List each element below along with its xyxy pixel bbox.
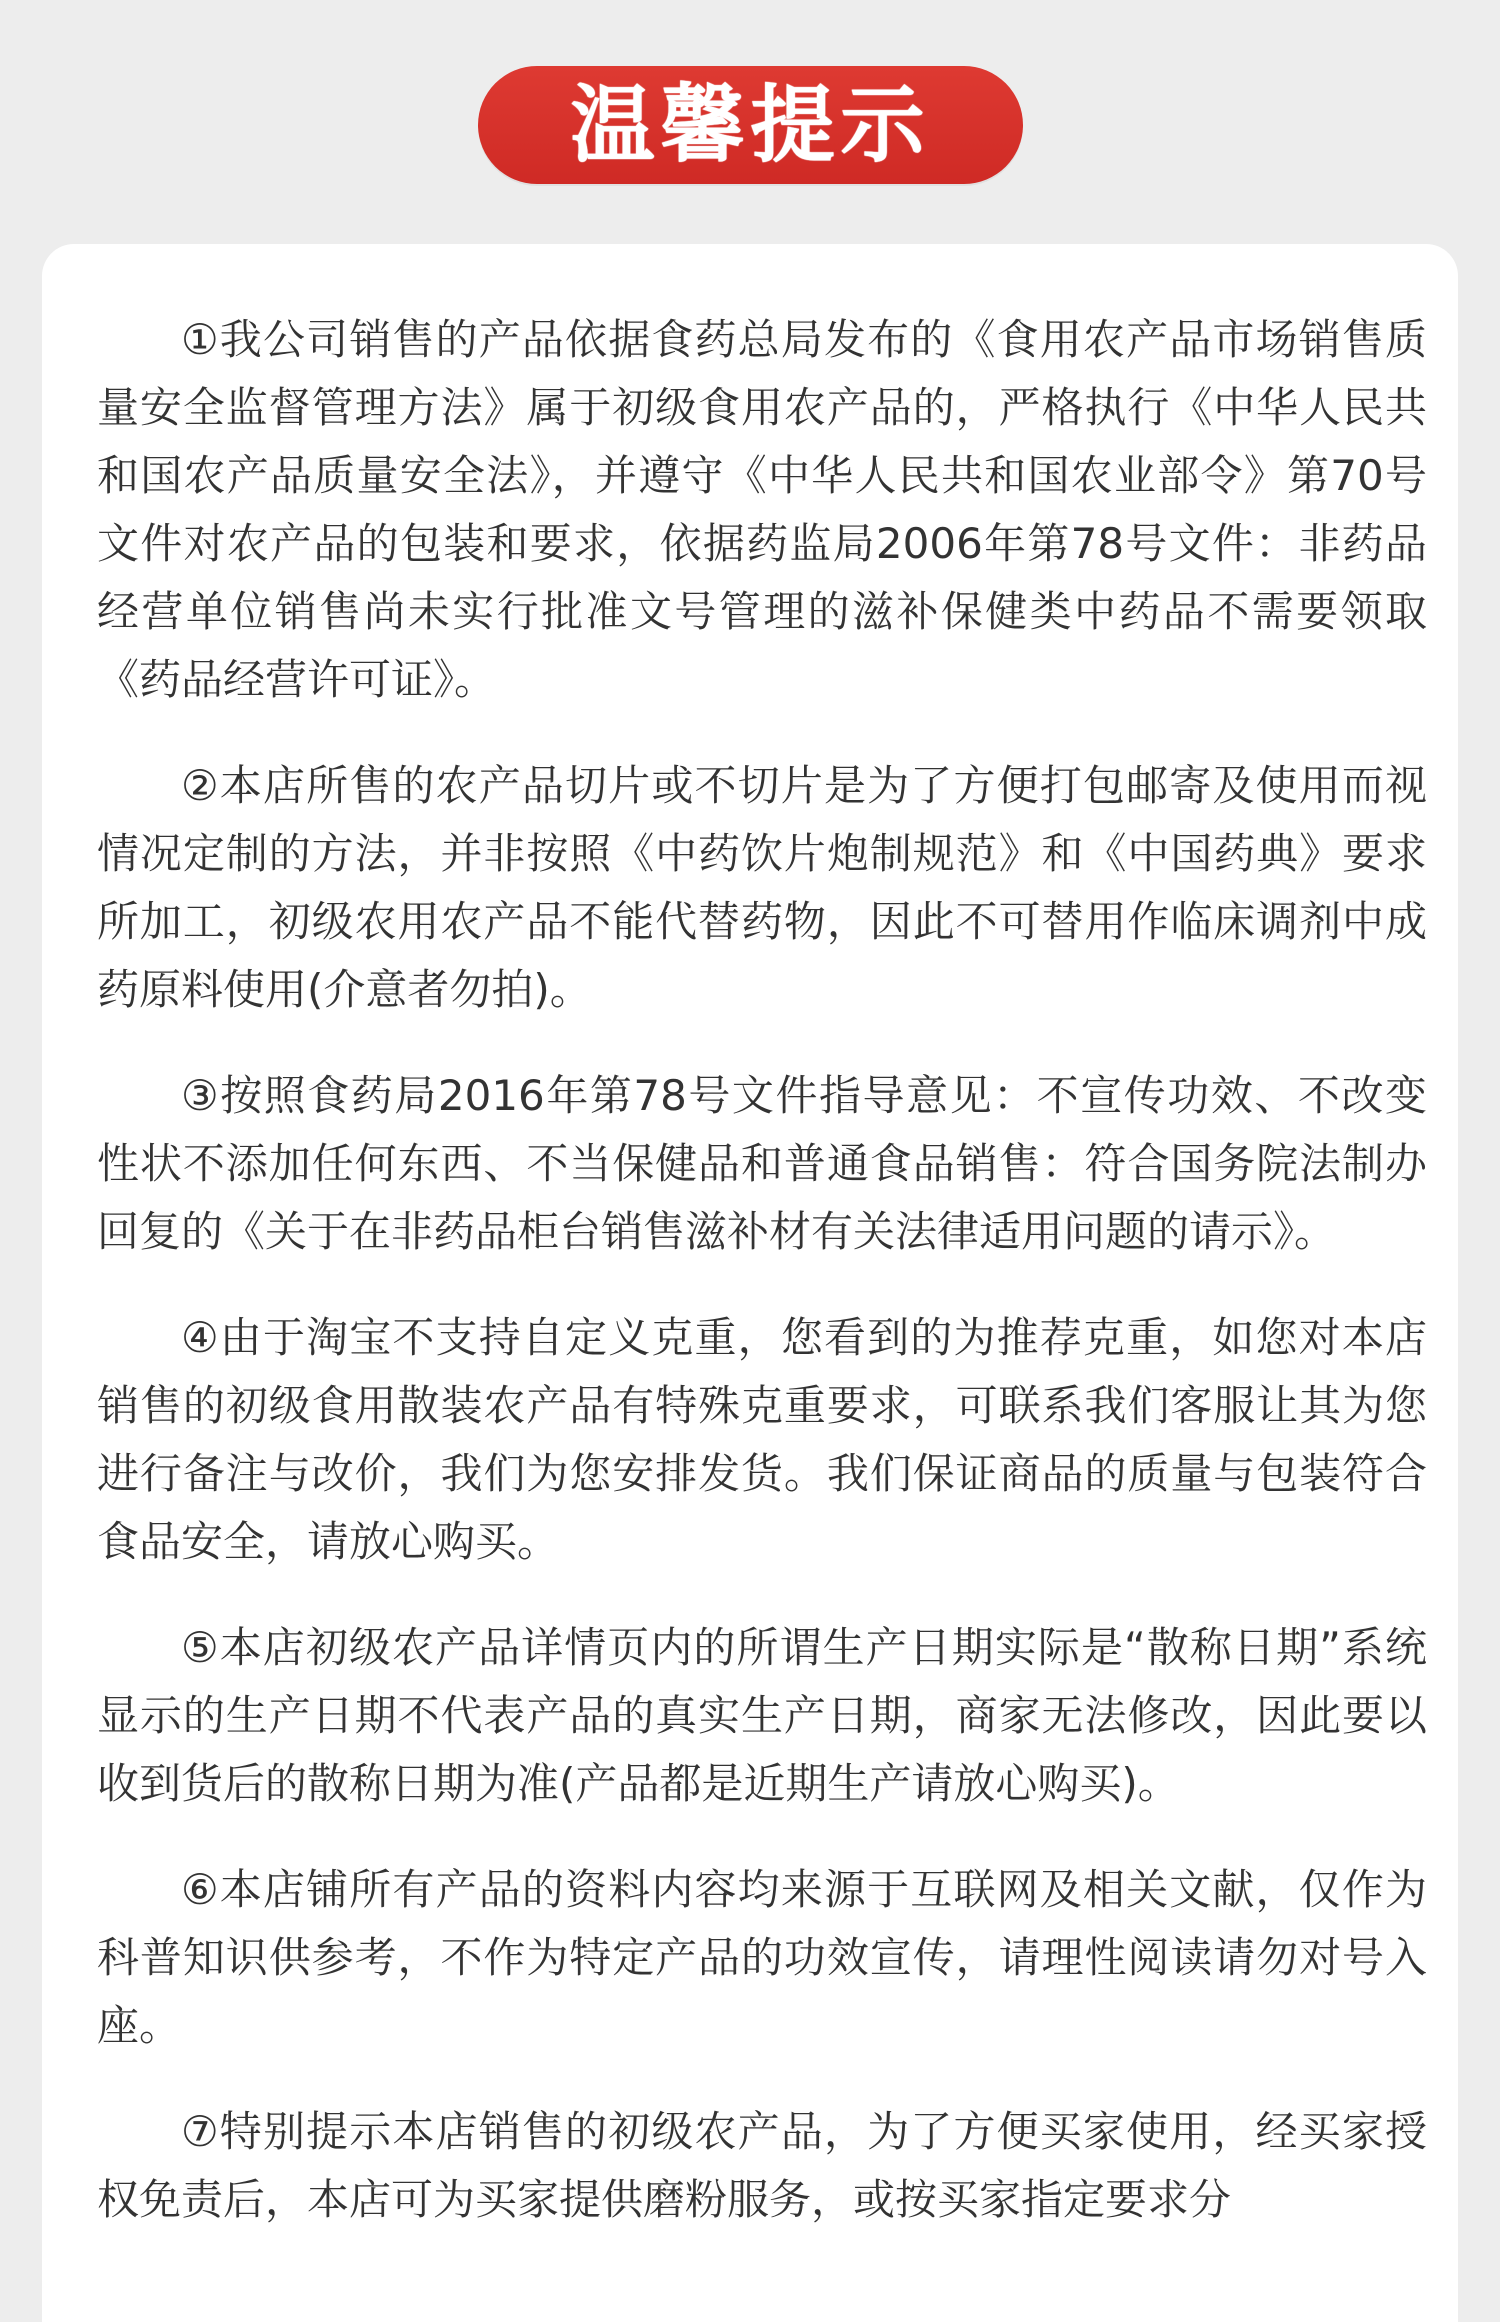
- title-banner: [478, 66, 1023, 184]
- notice-item-3: ③按照食药局2016年第78号文件指导意见：不宣传功效、不改变性状不添加任何东西、不当保健品和普通食品销售：符合国务院法制办回复的《关于在非药品柜台销售滋补材有关法律适用问题的请示》。: [97, 1071, 1427, 1256]
- notice-item-1: ①我公司销售的产品依据食药总局发布的《食用农产品市场销售质量安全监督管理方法》属于初级食用农产品的，严格执行《中华人民共和国农产品质量安全法》，并遵守《中华人民共和国农业部令》第70号文件对农产品的包装和要求，依据药监局2006年第78号文件：非药品经营单位销售尚未实行批准文号管理的滋补保健类中药品不需要领取《药品经营许可证》。: [97, 315, 1427, 704]
- notice-card: [42, 244, 1458, 2322]
- notice-item-2: ②本店所售的农产品切片或不切片是为了方便打包邮寄及使用而视情况定制的方法，并非按照《中药饮片炮制规范》和《中国药典》要求所加工，初级农用农产品不能代替药物，因此不可替用作临床调剂中成药原料使用(介意者勿拍)。: [97, 761, 1427, 1014]
- notice-item-5: ⑤本店初级农产品详情页内的所谓生产日期实际是“散称日期”系统显示的生产日期不代表产品的真实生产日期，商家无法修改，因此要以收到货后的散称日期为准(产品都是近期生产请放心购买)。: [97, 1623, 1427, 1808]
- page-title: 温馨提示: [570, 76, 931, 174]
- notice-item-6: ⑥本店铺所有产品的资料内容均来源于互联网及相关文献，仅作为科普知识供参考，不作为特定产品的功效宣传，请理性阅读请勿对号入座。: [97, 1865, 1427, 2050]
- notice-list: [97, 306, 1427, 2272]
- notice-item-4: ④由于淘宝不支持自定义克重，您看到的为推荐克重，如您对本店销售的初级食用散装农产品有特殊克重要求，可联系我们客服让其为您进行备注与改价，我们为您安排发货。我们保证商品的质量与包装符合食品安全，请放心购买。: [97, 1313, 1427, 1566]
- notice-item-7: ⑦特别提示本店销售的初级农产品，为了方便买家使用，经买家授权免责后，本店可为买家提供磨粉服务，或按买家指定要求分: [97, 2107, 1427, 2224]
